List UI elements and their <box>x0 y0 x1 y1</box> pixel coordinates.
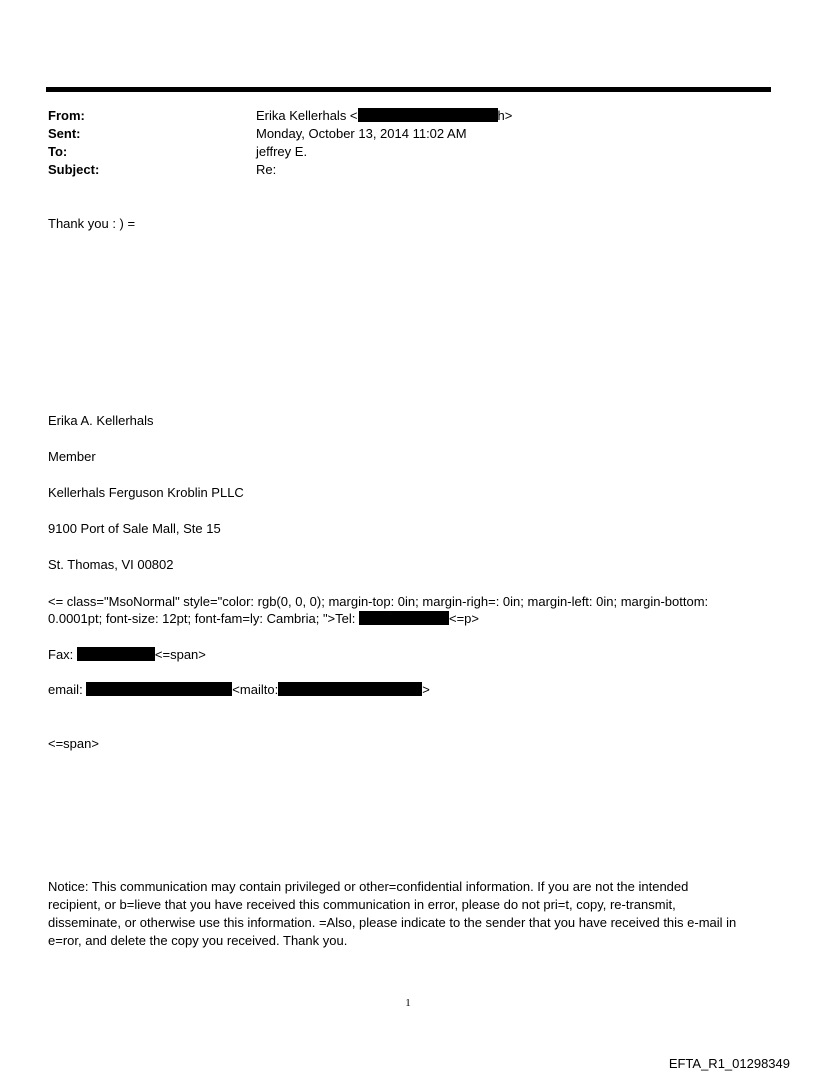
email-close: > <box>422 682 430 697</box>
tel-suffix: <=p> <box>449 611 480 626</box>
html-fragment-line2 <box>48 610 479 628</box>
signature-title: Member <box>48 449 96 464</box>
signature-firm: Kellerhals Ferguson Kroblin PLLC <box>48 485 244 500</box>
to-value: jeffrey E. <box>256 144 308 159</box>
page-number: 1 <box>405 997 411 1009</box>
notice-line2: recipient, or b=lieve that you have received this communication in error, please do not pri=t, copy, re-transmit, <box>48 897 676 912</box>
redaction-box <box>359 611 449 625</box>
sent-value: Monday, October 13, 2014 11:02 AM <box>256 126 467 141</box>
from-value-suffix: h> <box>497 108 513 123</box>
bates-number: EFTA_R1_01298349 <box>668 1056 790 1071</box>
from-value-prefix: Erika Kellerhals < <box>256 108 358 123</box>
notice-line4: e=ror, and delete the copy you received. Thank you. <box>48 933 348 948</box>
signature-address-line2: St. Thomas, VI 00802 <box>48 557 174 572</box>
signature-address-line1: 9100 Port of Sale Mall, Ste 15 <box>48 521 221 536</box>
signature-name: Erika A. Kellerhals <box>48 413 154 428</box>
email-mailto: <mailto: <box>232 682 279 697</box>
from-value <box>256 107 512 125</box>
from-label: From: <box>48 108 85 123</box>
fax-label: Fax: <box>48 647 77 662</box>
notice-line3: disseminate, or otherwise use this information. =Also, please indicate to the sender that you have received this e-mail in <box>48 915 737 930</box>
html-fragment-line1: <= class="MsoNormal" style="color: rgb(0, 0, 0); margin-top: 0in; margin-righ=: 0in; margin-left: 0in; margin-bottom: <box>48 594 709 609</box>
span-fragment: <=span> <box>48 736 99 751</box>
subject-label: Subject: <box>48 162 100 177</box>
email-line <box>48 681 430 699</box>
redaction-box <box>278 682 422 696</box>
notice-line1: Notice: This communication may contain privileged or other=confidential information. If you are not the intended <box>48 879 689 894</box>
header-rule <box>46 87 771 92</box>
redaction-box <box>86 682 232 696</box>
fax-line <box>48 646 206 664</box>
redaction-box <box>77 647 155 661</box>
tel-prefix: 0.0001pt; font-size: 12pt; font-fam=ly: Cambria; ">Tel: <box>48 611 359 626</box>
subject-value: Re: <box>256 162 277 177</box>
redaction-box <box>358 108 498 122</box>
to-label: To: <box>48 144 68 159</box>
sent-label: Sent: <box>48 126 81 141</box>
body-greeting: Thank you : ) = <box>48 216 136 231</box>
fax-suffix: <=span> <box>154 647 206 662</box>
email-label: email: <box>48 682 87 697</box>
